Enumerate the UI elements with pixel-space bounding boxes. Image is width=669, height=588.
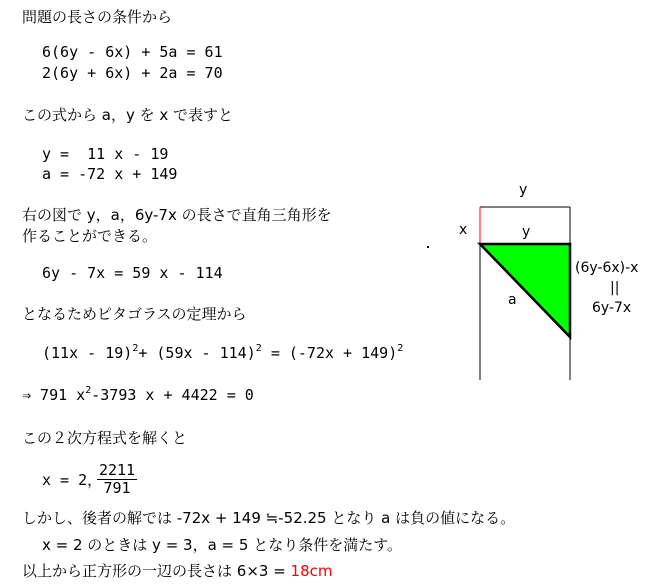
figure-text-2: 作ることができる。	[22, 227, 158, 245]
fraction-numerator: 2211	[98, 461, 136, 479]
label-x: x	[459, 222, 468, 238]
equation-1: 6(6y - 6x) + 5a = 61	[42, 43, 223, 61]
label-y-inner: y	[522, 224, 531, 240]
label-right-2: ||	[610, 280, 620, 296]
quad-rest: -3793 x + 4422 = 0	[91, 386, 254, 404]
pythagoras-line: となるためピタゴラスの定理から	[22, 305, 247, 323]
side-expression: 6y - 7x = 59 x - 114	[42, 264, 223, 282]
stray-dot	[427, 246, 429, 248]
pyth-square-3: 2	[397, 343, 404, 354]
label-y-top: y	[519, 182, 528, 198]
solution-prefix: x = 2，	[42, 471, 103, 489]
a-expression: a = -72 x + 149	[42, 165, 178, 183]
pyth-square-2: 2	[255, 343, 262, 354]
accept-line: x = 2 のときは y = 3，a = 5 となり条件を満たす。	[42, 536, 402, 554]
heading: 問題の長さの条件から	[22, 8, 173, 26]
pyth-square-1: 2	[132, 343, 139, 354]
reject-line: しかし、後者の解では -72x + 149 ≒-52.25 となり a は負の値になる。	[22, 509, 516, 527]
answer-value: 18cm	[290, 562, 333, 580]
express-line: この式から a，y を x で表すと	[22, 106, 234, 124]
label-a: a	[508, 292, 517, 308]
y-expression: y = 11 x - 19	[42, 145, 169, 163]
quad-prefix: ⇒ 791 x	[22, 386, 86, 404]
equation-2: 2(6y + 6x) + 2a = 70	[42, 64, 223, 82]
pyth-term-1: (11x - 19)	[42, 344, 133, 362]
quad-square: 2	[85, 385, 92, 396]
pyth-term-3: = (-72x + 149)	[270, 344, 398, 362]
solve-line: この２次方程式を解くと	[22, 429, 188, 447]
right-triangle	[480, 244, 570, 337]
label-right-1: (6y-6x)-x	[575, 260, 639, 276]
pyth-term-2: + (59x - 114)	[138, 344, 256, 362]
fraction-denominator: 791	[103, 479, 131, 497]
label-right-3: 6y-7x	[592, 300, 632, 316]
figure-text-1: 右の図で y，a，6y-7x の長さで直角三角形を	[22, 206, 332, 224]
conclusion-text: 以上から正方形の一辺の長さは 6×3 =	[22, 562, 291, 580]
